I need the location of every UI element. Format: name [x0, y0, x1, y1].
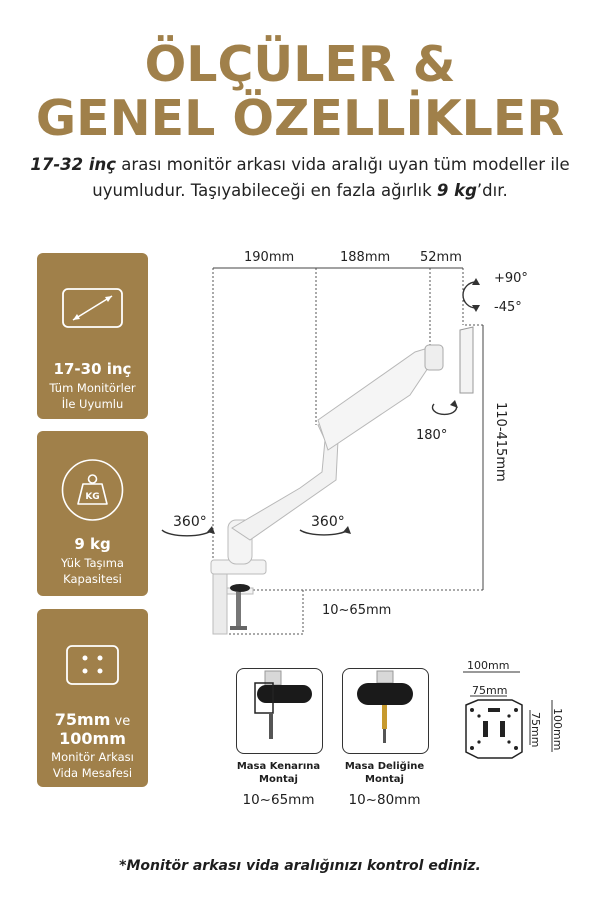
- height-range-label: 110-415mm: [493, 402, 508, 482]
- mount-hole-range: 10~80mm: [348, 792, 421, 808]
- mount-edge-caption2: Montaj: [259, 774, 298, 785]
- card-vesa-line2: Vida Mesafesi: [52, 766, 133, 780]
- card-weight-value: 9 kg: [74, 535, 111, 553]
- page-title-line1: ÖLÇÜLER &: [144, 36, 456, 93]
- vesa-width-100-label: 100mm: [467, 659, 510, 672]
- footnote: *Monitör arkası vida aralığınızı kontrol ediniz.: [119, 858, 481, 874]
- card-vesa-100: 100mm: [59, 729, 126, 748]
- vesa-height-100-label: 100mm: [551, 708, 564, 751]
- card-vesa-and: ve: [110, 714, 131, 729]
- vesa-width-75-label: 75mm: [472, 684, 508, 697]
- clamp-range-label: 10~65mm: [322, 603, 392, 618]
- card-weight-line2: Kapasitesi: [63, 572, 122, 586]
- intro-end: ’dır.: [476, 181, 508, 200]
- card-size-value: 17-30 inç: [53, 360, 132, 378]
- card-weight-line1: Yük Taşıma: [61, 556, 124, 570]
- dim-52-label: 52mm: [420, 250, 462, 265]
- weight-icon-label: KG: [85, 492, 100, 502]
- mount-hole-caption2: Montaj: [365, 774, 404, 785]
- intro-size-range: 17-32 inç: [30, 155, 117, 174]
- mount-edge-range: 10~65mm: [242, 792, 315, 808]
- rotate-360-left-label: 360°: [173, 514, 207, 530]
- intro-body: arası monitör arkası vida aralığı uyan tüm modeller ile uyumludur. Taşıyabileceği en fazla ağırlık: [92, 155, 570, 200]
- card-size-line2: İle Uyumlu: [61, 397, 124, 411]
- card-vesa-line1: Monitör Arkası: [51, 750, 134, 764]
- page-title-line2: GENEL ÖZELLİKLER: [35, 90, 565, 147]
- dim-188-label: 188mm: [340, 250, 391, 265]
- mount-edge-caption1: Masa Kenarına: [236, 761, 321, 772]
- vesa-height-75-label: 75mm: [529, 712, 542, 748]
- card-size-line1: Tüm Monitörler: [49, 381, 136, 395]
- mount-hole-caption1: Masa Deliğine: [344, 761, 425, 772]
- card-vesa-75: 75mm: [54, 710, 111, 729]
- tilt-down-label: -45°: [494, 300, 522, 315]
- intro-weight: 9 kg: [436, 181, 477, 200]
- dim-190-label: 190mm: [244, 250, 295, 265]
- tilt-up-label: +90°: [494, 271, 528, 286]
- rotate-360-mid-label: 360°: [311, 514, 345, 530]
- rotate-180-label: 180°: [416, 428, 448, 443]
